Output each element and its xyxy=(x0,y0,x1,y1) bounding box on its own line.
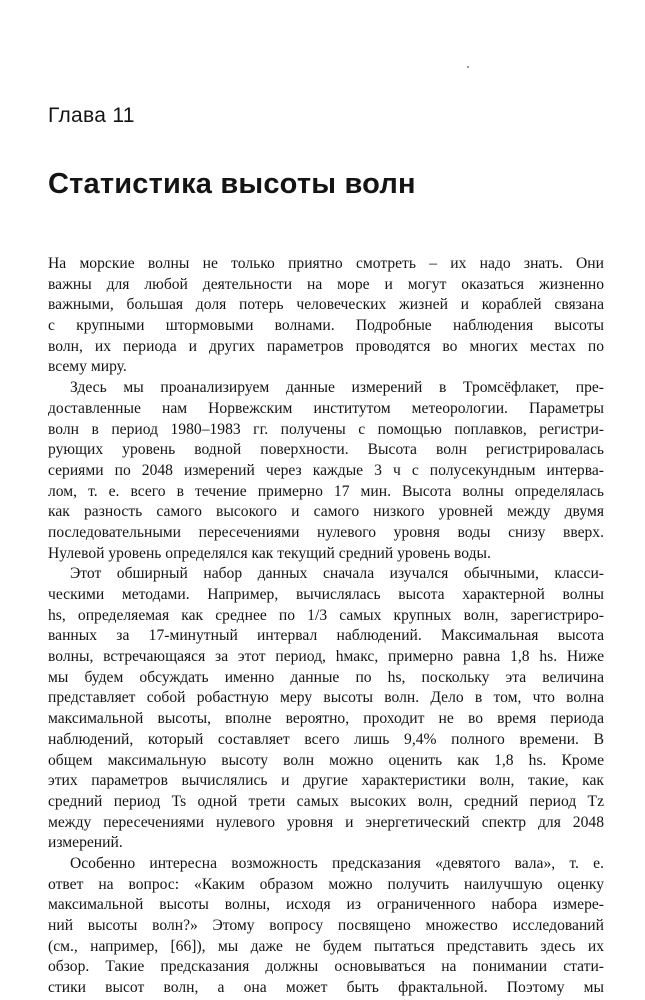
text-line: мы будем обсуждать именно данные по hs, поскольку эта величина xyxy=(48,668,604,686)
text-line: этих параметров вычислялись и другие характеристики волн, такие, как xyxy=(48,772,604,790)
text-line: Нулевой уровень определялся как текущий средний уровень воды. xyxy=(48,544,491,562)
text-line: важными, большая доля потерь человеческих жизней и кораблей связана xyxy=(48,296,604,314)
text-line: как разность самого высокого и самого низкого уровней между двумя xyxy=(48,503,604,521)
text-line: общем максимальную высоту волн можно оценить как 1,8 hs. Кроме xyxy=(48,751,604,769)
text-line: максимальной высоты, вполне вероятно, проходит не во время периода xyxy=(48,710,604,728)
text-line: волн в период 1980–1983 гг. получены с помощью поплавков, регистри- xyxy=(48,420,604,438)
text-line: лом, т. е. всего в течение примерно 17 мин. Высота волны определялась xyxy=(48,482,604,500)
text-line: Здесь мы проанализируем данные измерений в Тромсёфлакет, пре- xyxy=(70,379,604,397)
text-line: доставленные нам Норвежским институтом метеорологии. Параметры xyxy=(48,399,604,417)
text-line: рующих уровень водной поверхности. Высота волн регистрировалась xyxy=(48,441,604,459)
text-line: средний период Ts одной трети самых высоких волн, средний период Tz xyxy=(48,792,604,810)
chapter-label: Глава 11 xyxy=(48,104,135,127)
text-line: ванных за 17-минутный интервал наблюдений. Максимальная высота xyxy=(48,627,604,645)
text-line: представляет собой робастную меру высоты волн. Дело в том, что волна xyxy=(48,689,604,707)
text-line: между пересечениями нулевого уровня и энергетический спектр для 2048 xyxy=(48,813,604,831)
text-line: Этот обширный набор данных сначала изучался обычными, класси- xyxy=(70,565,604,583)
text-line: На морские волны не только приятно смотреть – их надо знать. Они xyxy=(48,255,604,272)
text-line: ческими методами. Например, вычислялась высота характерной волны xyxy=(48,586,604,603)
text-line: сериями по 2048 измерений через каждые 3 ч с полусекундным интерва- xyxy=(48,461,604,479)
text-line: максимальной высоты волны, исходя из ограниченного набора измере- xyxy=(48,896,604,914)
text-line: измерений. xyxy=(48,834,123,852)
chapter-title: Статистика высоты волн xyxy=(48,168,416,200)
body-text xyxy=(48,254,604,999)
text-line: обзор. Такие предсказания должны основываться на понимании стати- xyxy=(48,958,604,976)
text-line: с крупными штормовыми волнами. Подробные наблюдения высоты xyxy=(48,317,604,335)
text-line: важны для любой деятельности на море и могут оказаться жизненно xyxy=(48,275,604,293)
text-line: волн, их периода и других параметров проводятся во многих местах по xyxy=(48,337,604,355)
scan-speck xyxy=(467,66,469,68)
text-line: ний высоты волн?» Этому вопросу посвящено множество исследований xyxy=(48,917,604,934)
text-line: Особенно интересна возможность предсказания «девятого вала», т. е. xyxy=(70,854,604,872)
text-line: наблюдений, который составляет всего лишь 9,4% полного времени. В xyxy=(48,730,604,748)
text-line: всему миру. xyxy=(48,358,127,376)
text-line: стики высот волн, а она может быть фрактальной. Поэтому мы xyxy=(48,979,604,997)
text-line: hs, определяемая как среднее по 1/3 самых крупных волн, зарегистриро- xyxy=(48,606,604,624)
text-line: последовательными пересечениями нулевого уровня воды снизу вверх. xyxy=(48,523,604,541)
text-line: (см., например, [66]), мы даже не будем пытаться представить здесь их xyxy=(48,937,604,955)
text-line: волны, встречающаяся за этот период, hмакс, примерно равна 1,8 hs. Ниже xyxy=(48,648,604,666)
text-line: ответ на вопрос: «Каким образом можно получить наилучшую оценку xyxy=(48,875,604,893)
